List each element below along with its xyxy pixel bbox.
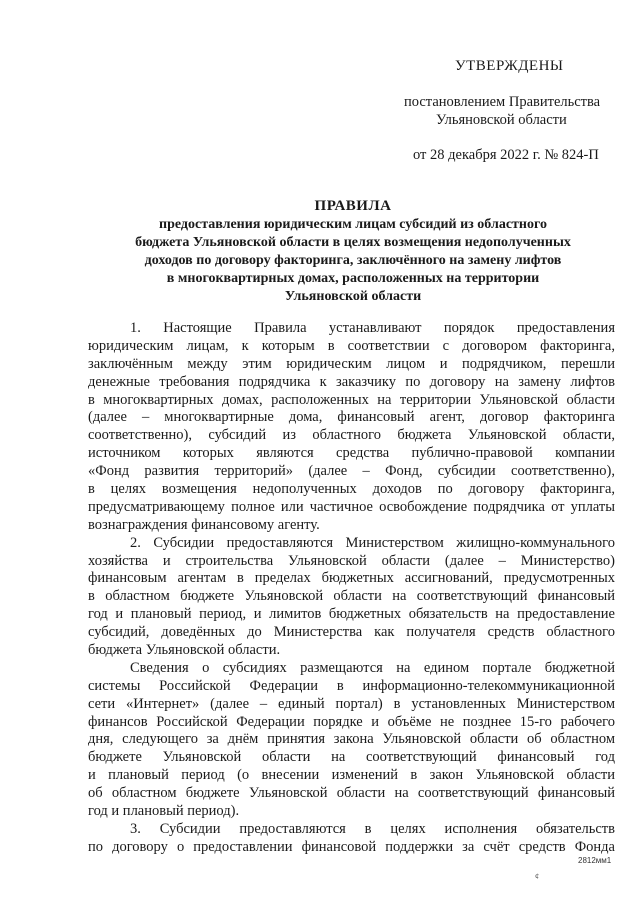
body-line: «Фонд развития территорий» (далее – Фонд, субсидии соответственно), bbox=[88, 463, 615, 480]
body-line: бюджете Ульяновской области на соответствующий финансовый год bbox=[88, 749, 615, 766]
document-subtitle bbox=[88, 216, 618, 306]
body-line: заключённым между этим юридическим лицом и подрядчиком, перешли bbox=[88, 355, 615, 372]
body-line: в многоквартирных домах, расположенных на территории Ульяновской области bbox=[88, 391, 615, 408]
body-line: 2. Субсидии предоставляются Министерством жилищно-коммунального bbox=[130, 534, 615, 551]
subtitle-line: в многоквартирных домах, расположенных на территории bbox=[166, 271, 540, 286]
body-line: 1. Настоящие Правила устанавливают порядок предоставления bbox=[130, 320, 615, 336]
body-line: 3. Субсидии предоставляются в целях исполнения обязательств bbox=[130, 820, 615, 837]
body-line: финансов Российской Федерации порядке и объёме не позднее 15-го рабочего bbox=[88, 713, 615, 730]
subtitle-line: предоставления юридическим лицам субсидий из областного bbox=[159, 217, 547, 232]
body-line: юридическим лицам, к которым в соответствии с договором факторинга, bbox=[88, 337, 615, 354]
footer-code: 2812мм1 bbox=[578, 856, 612, 865]
body-line: вознаграждения финансовому агенту. bbox=[88, 516, 320, 533]
body-line: по договору о предоставлении финансовой поддержки за счёт средств Фонда bbox=[88, 838, 615, 855]
body-line: в целях возмещения недополученных доходов по договору факторинга, bbox=[88, 481, 615, 498]
document-body bbox=[88, 320, 615, 857]
subtitle-line: Ульяновской области bbox=[284, 289, 422, 304]
body-line: соответственно), субсидий из областного бюджета Ульяновской области, bbox=[88, 427, 615, 444]
subtitle-line: бюджета Ульяновской области в целях возмещения недополученных bbox=[135, 235, 571, 250]
body-line: об областном бюджете Ульяновской области на соответствующий финансовый bbox=[88, 785, 615, 802]
document-title: ПРАВИЛА bbox=[314, 198, 392, 214]
body-line: год и плановый период, и лимитов бюджетных обязательств на предоставление bbox=[88, 606, 615, 623]
approval-date-number: от 28 декабря 2022 г. № 824-П bbox=[413, 147, 599, 163]
body-line: год и плановый период). bbox=[88, 803, 240, 820]
footer-mark: ¢ bbox=[535, 872, 539, 881]
body-line: финансовым агентам в пределах бюджетных ассигнований, предусмотренных bbox=[88, 570, 615, 587]
approval-title: УТВЕРЖДЕНЫ bbox=[455, 58, 564, 74]
body-line: Сведения о субсидиях размещаются на едином портале бюджетной bbox=[130, 659, 615, 676]
body-line: предусматривающему полное или частичное освобождение подрядчика от уплаты bbox=[88, 498, 615, 515]
body-line: и плановый период (о внесении изменений в закон Ульяновской области bbox=[88, 767, 615, 784]
body-line: сети «Интернет» (далее – единый портал) в установленных Министерством bbox=[88, 695, 615, 712]
body-line: системы Российской Федерации в информационно-телекоммуникационной bbox=[88, 677, 615, 694]
body-line: бюджета Ульяновской области. bbox=[88, 642, 281, 659]
body-line: в областном бюджете Ульяновской области на соответствующий финансовый bbox=[88, 588, 615, 605]
body-line: хозяйства и строительства Ульяновской области (далее – Министерство) bbox=[88, 552, 615, 569]
subtitle-line: доходов по договору факторинга, заключённого на замену лифтов bbox=[144, 253, 562, 268]
body-line: (далее – многоквартирные дома, финансовый агент, договор факторинга bbox=[88, 409, 615, 426]
body-line: источником которых являются средства публично-правовой компании bbox=[88, 445, 615, 462]
approval-line-1: постановлением Правительства bbox=[404, 94, 601, 110]
approval-line-2: Ульяновской области bbox=[436, 112, 567, 128]
body-line: субсидий, доведённых до Министерства как получателя средств областного bbox=[88, 624, 615, 641]
body-line: денежные требования подрядчика к заказчику по договору на замену лифтов bbox=[88, 373, 615, 390]
body-line: дня, следующего за днём принятия закона Ульяновской области об областном bbox=[88, 731, 615, 748]
